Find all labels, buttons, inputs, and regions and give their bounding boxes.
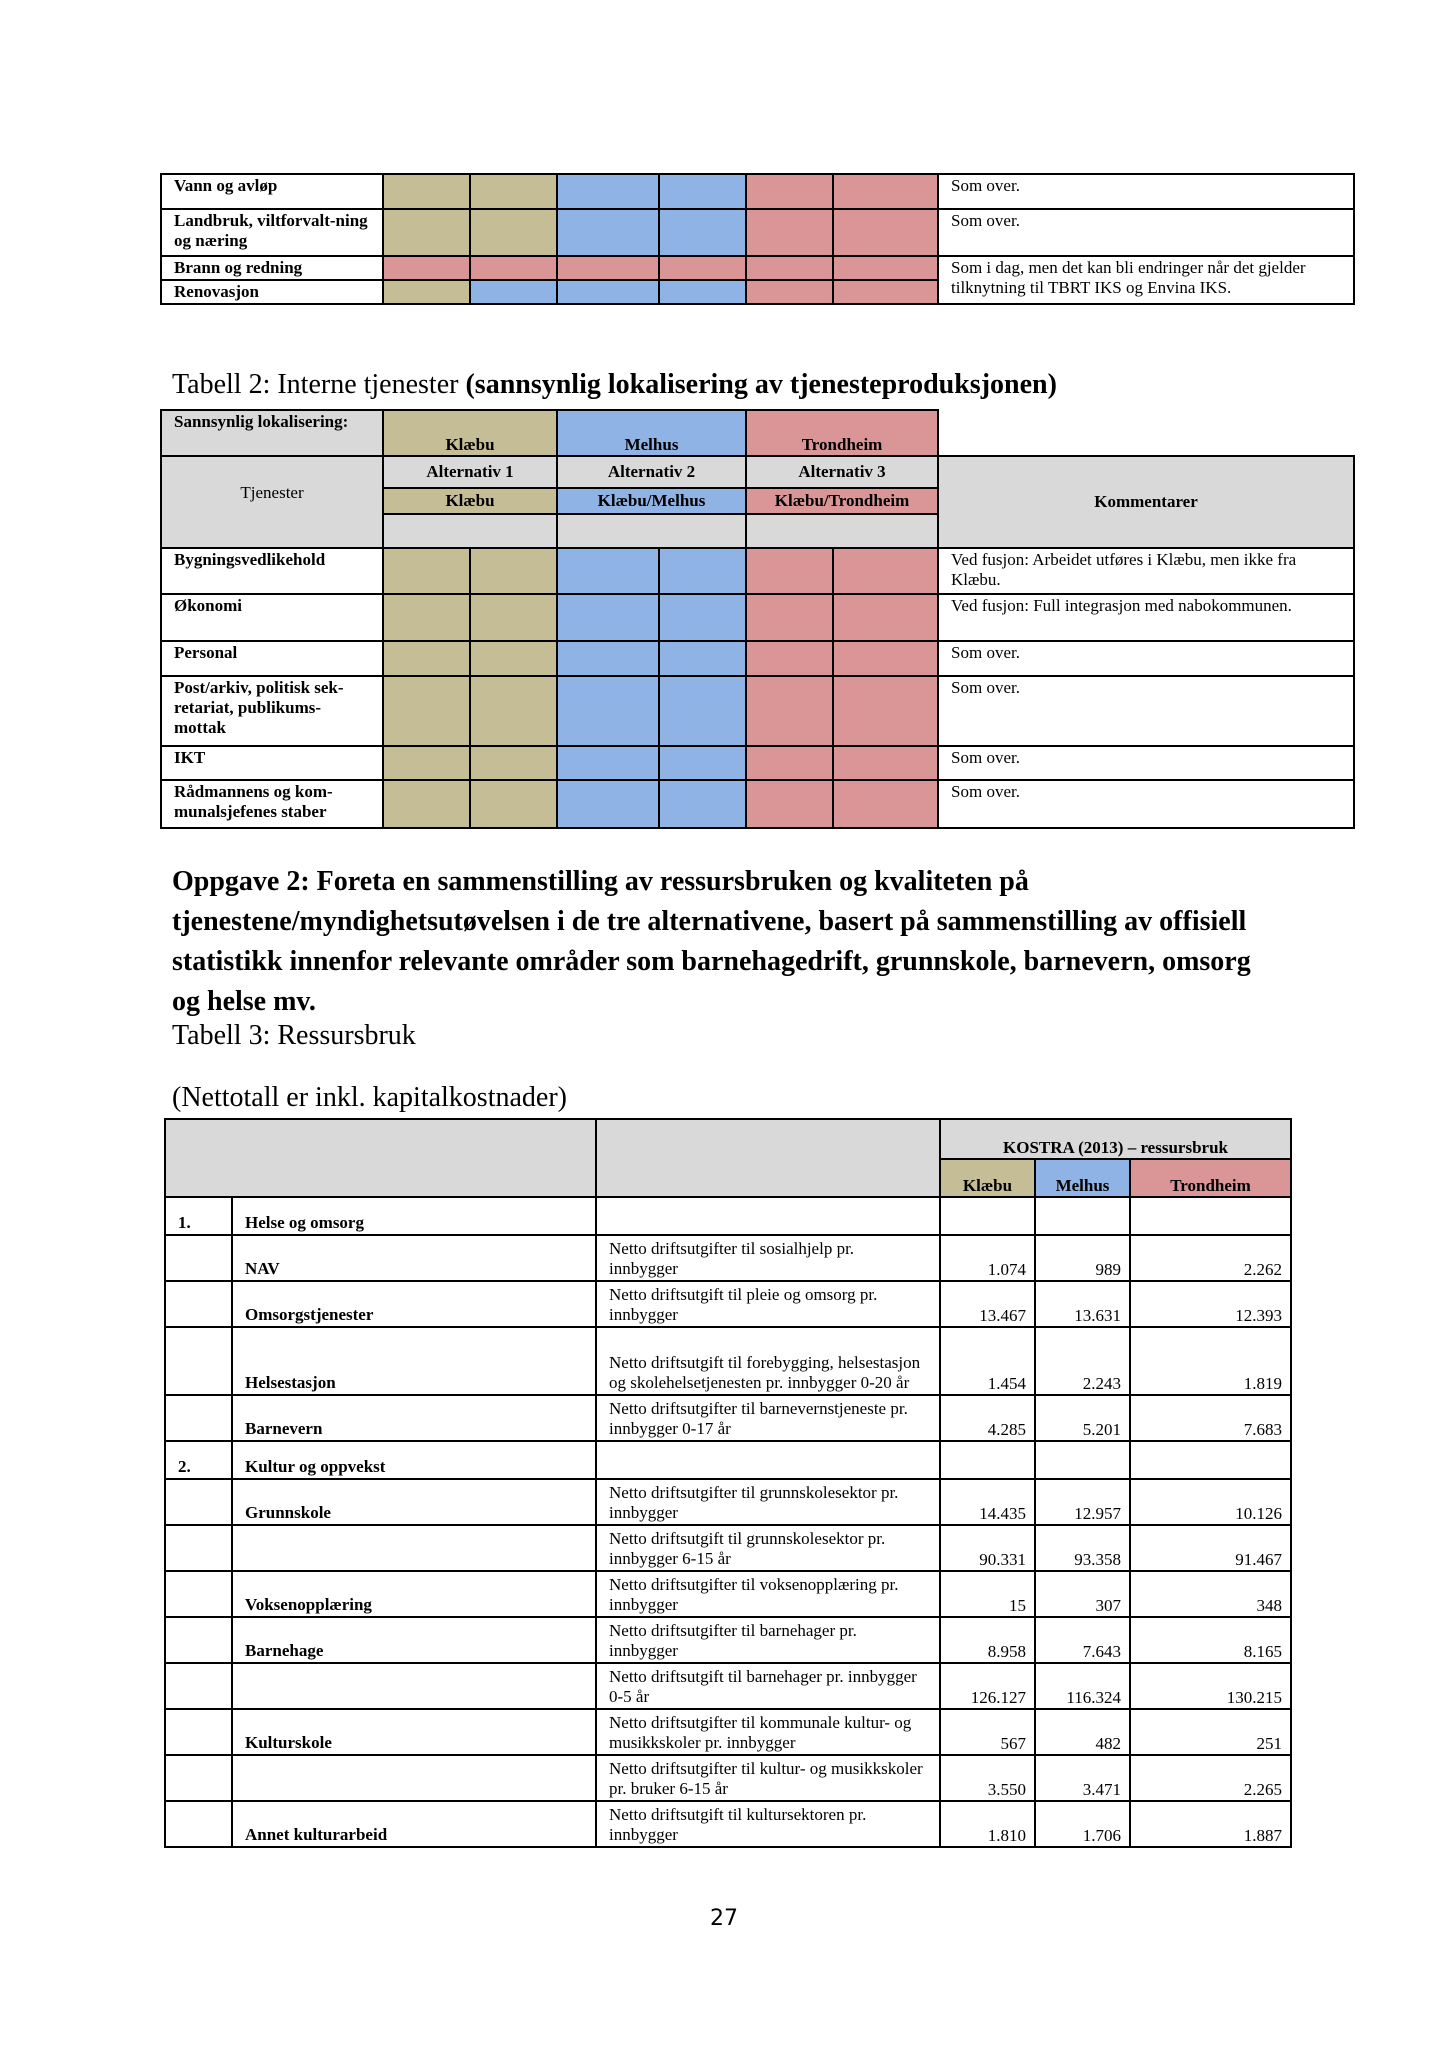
value-melhus: 93.358 [1035, 1525, 1130, 1571]
service-description: Netto driftsutgifter til kultur- og musikkskoler pr. bruker 6-15 år [596, 1755, 940, 1801]
table-row [161, 746, 1354, 780]
cell-melhus [557, 594, 659, 641]
cell-klaebu [470, 594, 557, 641]
row-label: Brann og redning [161, 256, 383, 280]
empty-cell [1035, 1441, 1130, 1479]
table-row [161, 594, 1354, 641]
cell-klaebu [383, 676, 470, 746]
col-klaebu: Klæbu [940, 1159, 1035, 1197]
empty-cell [596, 1197, 940, 1235]
service-name: NAV [232, 1235, 596, 1281]
value-klaebu: 4.285 [940, 1395, 1035, 1441]
value-trondheim: 348 [1130, 1571, 1291, 1617]
empty-cell [165, 1119, 596, 1197]
table-row [165, 1479, 1291, 1525]
table-row [161, 256, 1354, 280]
service-description: Netto driftsutgifter til kommunale kultur- og musikkskoler pr. innbygger [596, 1709, 940, 1755]
row-label: Post/arkiv, politisk sek-retariat, publikums-mottak [161, 676, 383, 746]
caption-plain: Tabell 2: Interne tjenester [172, 369, 466, 400]
empty-cell [165, 1801, 232, 1847]
cell-melhus [659, 548, 746, 594]
value-melhus: 5.201 [1035, 1395, 1130, 1441]
empty-cell [165, 1327, 232, 1395]
cell-melhus [659, 209, 746, 256]
table-row [165, 1801, 1291, 1847]
sub-klaebu-trondheim: Klæbu/Trondheim [746, 488, 938, 514]
cell-klaebu [470, 174, 557, 209]
service-name: Barnehage [232, 1617, 596, 1663]
table-3-note: (Nettotall er inkl. kapitalkostnader) [172, 1082, 567, 1113]
cell-melhus [659, 676, 746, 746]
service-description: Netto driftsutgift til grunnskolesektor pr. innbygger 6-15 år [596, 1525, 940, 1571]
value-trondheim: 251 [1130, 1709, 1291, 1755]
service-name [232, 1525, 596, 1571]
section-title: Kultur og oppvekst [232, 1441, 596, 1479]
cell-trondheim [833, 209, 938, 256]
value-melhus: 989 [1035, 1235, 1130, 1281]
location-trondheim: Trondheim [746, 410, 938, 456]
cell-trondheim [833, 594, 938, 641]
value-klaebu: 15 [940, 1571, 1035, 1617]
header-row [165, 1119, 1291, 1159]
cell-trondheim [833, 256, 938, 280]
service-name [232, 1663, 596, 1709]
cell-melhus [557, 780, 659, 828]
cell-trondheim [746, 641, 833, 676]
row-label: Renovasjon [161, 280, 383, 304]
value-klaebu: 1.810 [940, 1801, 1035, 1847]
service-name: Helsestasjon [232, 1327, 596, 1395]
value-klaebu: 1.454 [940, 1327, 1035, 1395]
empty-cell [596, 1441, 940, 1479]
empty-cell [1130, 1441, 1291, 1479]
cell-melhus [659, 641, 746, 676]
kostra-header: KOSTRA (2013) – ressursbruk [940, 1119, 1291, 1159]
cell-klaebu [470, 548, 557, 594]
cell-melhus [557, 209, 659, 256]
cell-trondheim [833, 280, 938, 304]
row-label: Vann og avløp [161, 174, 383, 209]
table-row [165, 1571, 1291, 1617]
cell-klaebu [470, 256, 557, 280]
value-klaebu: 1.074 [940, 1235, 1035, 1281]
cell-klaebu [383, 641, 470, 676]
row-label: Økonomi [161, 594, 383, 641]
col-trondheim: Trondheim [1130, 1159, 1291, 1197]
col-melhus: Melhus [1035, 1159, 1130, 1197]
cell-klaebu [470, 746, 557, 780]
empty-cell [940, 1197, 1035, 1235]
service-description: Netto driftsutgift til pleie og omsorg pr. innbygger [596, 1281, 940, 1327]
empty-cell [165, 1235, 232, 1281]
empty-cell [165, 1571, 232, 1617]
service-description: Netto driftsutgift til forebygging, helsestasjon og skolehelsetjenesten pr. innbygger 0-20 år [596, 1327, 940, 1395]
section-title: Helse og omsorg [232, 1197, 596, 1235]
section-number: 1. [165, 1197, 232, 1235]
cell-trondheim [833, 174, 938, 209]
alternative-3: Alternativ 3 [746, 456, 938, 488]
value-klaebu: 14.435 [940, 1479, 1035, 1525]
cell-klaebu [383, 209, 470, 256]
cell-trondheim [833, 780, 938, 828]
cell-klaebu [470, 209, 557, 256]
value-trondheim: 1.819 [1130, 1327, 1291, 1395]
row-comment: Som over. [938, 641, 1354, 676]
alternative-2: Alternativ 2 [557, 456, 746, 488]
row-comment: Ved fusjon: Arbeidet utføres i Klæbu, men ikke fra Klæbu. [938, 548, 1354, 594]
empty-cell [165, 1395, 232, 1441]
oppgave-heading: Oppgave 2: Foreta en sammenstilling av ressursbruken og kvaliteten på tjenestene/myndighetsutøvelsen i de tre alternativene, basert på sammenstilling av offisiell statistikk innenfor relevante områder som barnehagedrift, grunnskole, barnevern, omsorg og helse mv. [172, 866, 1251, 1017]
table-row [165, 1395, 1291, 1441]
empty-cell [938, 410, 1354, 456]
kommentarer-header: Kommentarer [938, 456, 1354, 548]
value-trondheim: 2.265 [1130, 1755, 1291, 1801]
table-row [161, 641, 1354, 676]
table-row [165, 1709, 1291, 1755]
row-comment: Som over. [938, 174, 1354, 209]
cell-trondheim [833, 641, 938, 676]
alternative-row [161, 456, 1354, 488]
page-number: 27 [710, 1906, 738, 1931]
value-trondheim: 130.215 [1130, 1663, 1291, 1709]
cell-melhus [659, 746, 746, 780]
row-comment: Som over. [938, 746, 1354, 780]
alternative-1: Alternativ 1 [383, 456, 557, 488]
row-comment: Som over. [938, 676, 1354, 746]
cell-trondheim [746, 676, 833, 746]
cell-klaebu [383, 174, 470, 209]
cell-melhus [659, 280, 746, 304]
service-name [232, 1755, 596, 1801]
sub-klaebu: Klæbu [383, 488, 557, 514]
row-comment: Som i dag, men det kan bli endringer når det gjelder tilknytning til TBRT IKS og Envina IKS. [938, 256, 1354, 304]
section-row [165, 1197, 1291, 1235]
table-row [161, 174, 1354, 209]
empty-cell [165, 1755, 232, 1801]
empty-cell [1130, 1197, 1291, 1235]
empty-cell [165, 1525, 232, 1571]
value-klaebu: 3.550 [940, 1755, 1035, 1801]
cell-klaebu [383, 780, 470, 828]
service-name: Grunnskole [232, 1479, 596, 1525]
table-2-caption [172, 368, 1057, 402]
value-klaebu: 567 [940, 1709, 1035, 1755]
table-row [165, 1663, 1291, 1709]
value-melhus: 3.471 [1035, 1755, 1130, 1801]
cell-trondheim [746, 594, 833, 641]
empty-cell [165, 1709, 232, 1755]
cell-trondheim [746, 548, 833, 594]
cell-trondheim [746, 209, 833, 256]
service-name: Omsorgstjenester [232, 1281, 596, 1327]
cell-trondheim [833, 548, 938, 594]
value-melhus: 13.631 [1035, 1281, 1130, 1327]
table-row [161, 209, 1354, 256]
value-trondheim: 91.467 [1130, 1525, 1291, 1571]
service-description: Netto driftsutgifter til barnevernstjeneste pr. innbygger 0-17 år [596, 1395, 940, 1441]
cell-klaebu [470, 641, 557, 676]
row-label: IKT [161, 746, 383, 780]
caption-bold: (sannsynlig lokalisering av tjenesteproduksjonen) [465, 369, 1057, 400]
table-row [165, 1525, 1291, 1571]
cell-melhus [557, 256, 659, 280]
cell-trondheim [833, 676, 938, 746]
table-row [165, 1281, 1291, 1327]
location-klaebu: Klæbu [383, 410, 557, 456]
row-label: Rådmannens og kom-munalsjefenes staber [161, 780, 383, 828]
cell-melhus [557, 641, 659, 676]
value-trondheim: 7.683 [1130, 1395, 1291, 1441]
empty-cell [165, 1281, 232, 1327]
cell-klaebu [383, 746, 470, 780]
table-row [161, 676, 1354, 746]
cell-melhus [557, 174, 659, 209]
cell-melhus [659, 594, 746, 641]
value-melhus: 2.243 [1035, 1327, 1130, 1395]
service-name: Barnevern [232, 1395, 596, 1441]
cell-melhus [659, 174, 746, 209]
empty-cell [165, 1663, 232, 1709]
value-melhus: 12.957 [1035, 1479, 1130, 1525]
cell-trondheim [746, 280, 833, 304]
section-number: 2. [165, 1441, 232, 1479]
empty-cell [165, 1479, 232, 1525]
value-klaebu: 90.331 [940, 1525, 1035, 1571]
service-description: Netto driftsutgifter til voksenopplæring pr. innbygger [596, 1571, 940, 1617]
table-3-caption: Tabell 3: Ressursbruk [172, 1020, 416, 1051]
service-name: Kulturskole [232, 1709, 596, 1755]
cell-melhus [659, 256, 746, 280]
row-label: Bygningsvedlikehold [161, 548, 383, 594]
cell-klaebu [383, 256, 470, 280]
service-description: Netto driftsutgifter til barnehager pr. innbygger [596, 1617, 940, 1663]
service-description: Netto driftsutgift til kultursektoren pr. innbygger [596, 1801, 940, 1847]
cell-trondheim [746, 174, 833, 209]
value-klaebu: 8.958 [940, 1617, 1035, 1663]
row-label: Landbruk, viltforvalt-ning og næring [161, 209, 383, 256]
row-comment: Ved fusjon: Full integrasjon med nabokommunen. [938, 594, 1354, 641]
tjenester-header: Tjenester [161, 456, 383, 548]
value-trondheim: 12.393 [1130, 1281, 1291, 1327]
empty-cell [383, 514, 557, 548]
table-row [161, 548, 1354, 594]
value-melhus: 7.643 [1035, 1617, 1130, 1663]
location-row [161, 410, 1354, 456]
row-comment: Som over. [938, 209, 1354, 256]
service-name: Voksenopplæring [232, 1571, 596, 1617]
cell-melhus [659, 780, 746, 828]
sub-klaebu-melhus: Klæbu/Melhus [557, 488, 746, 514]
cell-klaebu [383, 594, 470, 641]
value-trondheim: 8.165 [1130, 1617, 1291, 1663]
empty-cell [596, 1119, 940, 1197]
empty-cell [557, 514, 746, 548]
value-melhus: 482 [1035, 1709, 1130, 1755]
cell-klaebu [470, 780, 557, 828]
table-row [161, 780, 1354, 828]
table-row [165, 1755, 1291, 1801]
section-row [165, 1441, 1291, 1479]
service-description: Netto driftsutgift til barnehager pr. innbygger 0-5 år [596, 1663, 940, 1709]
value-melhus: 116.324 [1035, 1663, 1130, 1709]
empty-cell [940, 1441, 1035, 1479]
cell-klaebu [383, 548, 470, 594]
cell-trondheim [746, 780, 833, 828]
cell-melhus [557, 746, 659, 780]
value-melhus: 1.706 [1035, 1801, 1130, 1847]
value-klaebu: 126.127 [940, 1663, 1035, 1709]
location-label: Sannsynlig lokalisering: [161, 410, 383, 456]
row-label: Personal [161, 641, 383, 676]
row-comment: Som over. [938, 780, 1354, 828]
table-2 [160, 409, 1355, 829]
value-trondheim: 10.126 [1130, 1479, 1291, 1525]
service-name: Annet kulturarbeid [232, 1801, 596, 1847]
service-description: Netto driftsutgifter til sosialhjelp pr. innbygger [596, 1235, 940, 1281]
value-trondheim: 2.262 [1130, 1235, 1291, 1281]
empty-cell [165, 1617, 232, 1663]
cell-klaebu [470, 676, 557, 746]
service-description: Netto driftsutgifter til grunnskolesektor pr. innbygger [596, 1479, 940, 1525]
cell-klaebu [383, 280, 470, 304]
table-row [165, 1235, 1291, 1281]
value-melhus: 307 [1035, 1571, 1130, 1617]
empty-cell [746, 514, 938, 548]
cell-melhus [557, 548, 659, 594]
table-row [165, 1617, 1291, 1663]
table-3 [164, 1118, 1292, 1848]
value-trondheim: 1.887 [1130, 1801, 1291, 1847]
table-1 [160, 173, 1355, 305]
cell-klaebu [470, 280, 557, 304]
empty-cell [1035, 1197, 1130, 1235]
location-melhus: Melhus [557, 410, 746, 456]
value-klaebu: 13.467 [940, 1281, 1035, 1327]
cell-melhus [557, 676, 659, 746]
table-row [165, 1327, 1291, 1395]
cell-trondheim [746, 746, 833, 780]
cell-trondheim [833, 746, 938, 780]
cell-trondheim [746, 256, 833, 280]
cell-melhus [557, 280, 659, 304]
